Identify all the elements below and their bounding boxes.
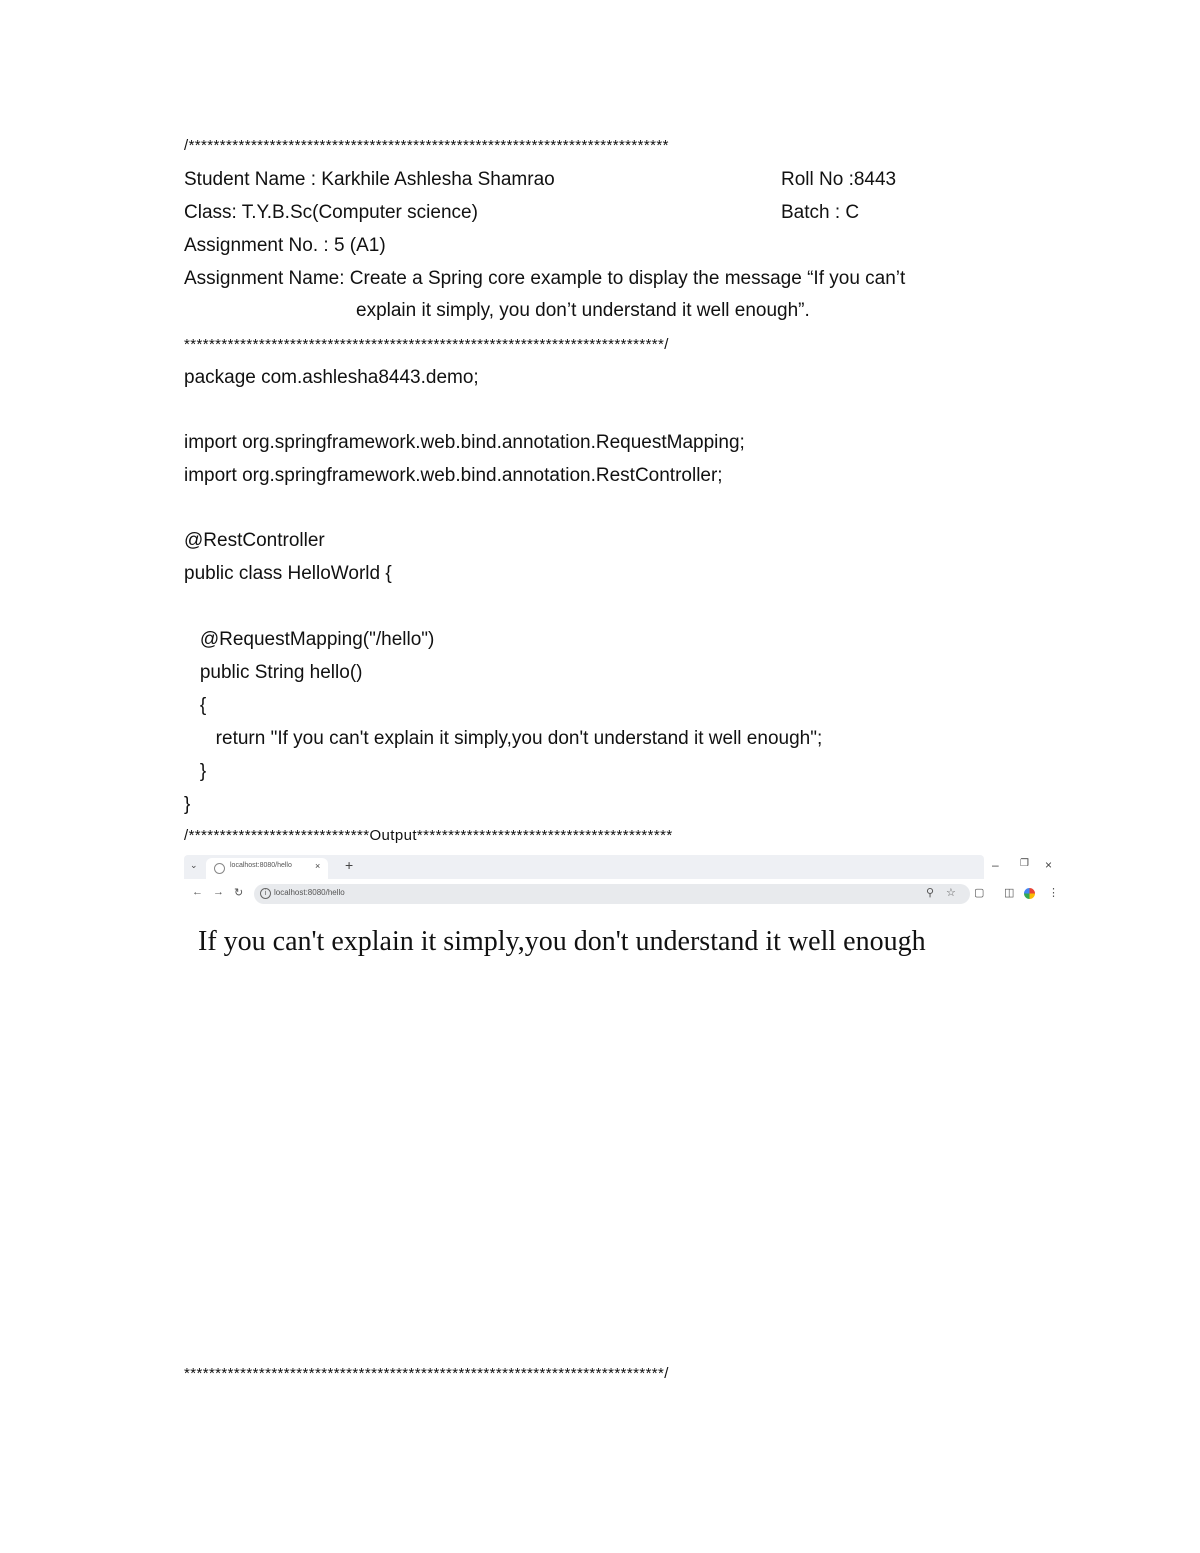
reload-icon[interactable]: ↻ xyxy=(234,887,244,899)
address-bar-url: localhost:8080/hello xyxy=(274,888,345,897)
class-label: Class: T.Y.B.Sc(Computer science) xyxy=(184,202,478,223)
roll-no: Roll No :8443 xyxy=(781,169,897,190)
arrow-left-icon[interactable]: ← xyxy=(192,886,203,898)
browser-screenshot xyxy=(184,855,1060,907)
star-icon[interactable]: ☆ xyxy=(946,887,956,899)
sidepanel-icon[interactable]: ◫ xyxy=(1004,887,1015,899)
output-response-text: If you can't explain it simply,you don't understand it well enough xyxy=(198,926,926,957)
header-star-border-top: /***************************************************************************** xyxy=(184,137,669,154)
code-line-close-brace-method: } xyxy=(184,761,207,782)
arrow-right-icon[interactable]: → xyxy=(213,886,224,898)
student-name: Student Name : Karkhile Ashlesha Shamrao xyxy=(184,169,555,190)
zoom-icon[interactable]: ⚲ xyxy=(926,887,935,899)
code-line-return: return "If you can't explain it simply,you don't understand it well enough"; xyxy=(184,728,823,749)
kebab-menu-icon[interactable]: ⋮ xyxy=(1048,887,1059,899)
code-line-annotation-restcontroller: @RestController xyxy=(184,530,325,551)
close-icon[interactable]: × xyxy=(1045,858,1053,872)
output-label: /*****************************Output***************************************** xyxy=(184,827,673,844)
globe-icon xyxy=(214,863,225,874)
code-line-package: package com.ashlesha8443.demo; xyxy=(184,367,479,388)
batch-label: Batch : C xyxy=(781,202,860,223)
assignment-name-continued: explain it simply, you don’t understand it well enough”. xyxy=(356,300,810,321)
restore-icon[interactable]: ❐ xyxy=(1020,858,1029,869)
code-line-annotation-requestmapping: @RequestMapping("/hello") xyxy=(184,629,435,650)
footer-star-border: *****************************************************************************/ xyxy=(184,1365,669,1382)
code-line-close-brace-class: } xyxy=(184,794,191,815)
header-star-border-bottom: *****************************************************************************/ xyxy=(184,336,669,353)
address-bar[interactable] xyxy=(254,884,970,904)
code-line-import-restcontroller: import org.springframework.web.bind.annotation.RestController; xyxy=(184,465,723,486)
code-line-method-signature: public String hello() xyxy=(184,662,363,683)
browser-tab[interactable] xyxy=(206,858,328,879)
puzzle-icon[interactable]: ▢ xyxy=(974,887,985,899)
minimize-icon[interactable]: – xyxy=(992,858,999,872)
browser-tab-bar xyxy=(184,855,984,879)
code-line-open-brace: { xyxy=(184,695,207,716)
browser-tab-title: localhost:8080/hello xyxy=(230,862,292,869)
assignment-name: Assignment Name: Create a Spring core example to display the message “If you can’t xyxy=(184,268,906,289)
plus-icon[interactable]: + xyxy=(345,857,354,873)
close-icon[interactable]: × xyxy=(315,861,321,871)
profile-icon[interactable] xyxy=(1024,888,1035,899)
info-icon[interactable]: i xyxy=(260,888,271,899)
assignment-no: Assignment No. : 5 (A1) xyxy=(184,235,386,256)
code-line-import-requestmapping: import org.springframework.web.bind.annotation.RequestMapping; xyxy=(184,432,745,453)
chevron-down-icon[interactable]: ⌄ xyxy=(190,860,198,870)
code-line-class-declaration: public class HelloWorld { xyxy=(184,563,392,584)
